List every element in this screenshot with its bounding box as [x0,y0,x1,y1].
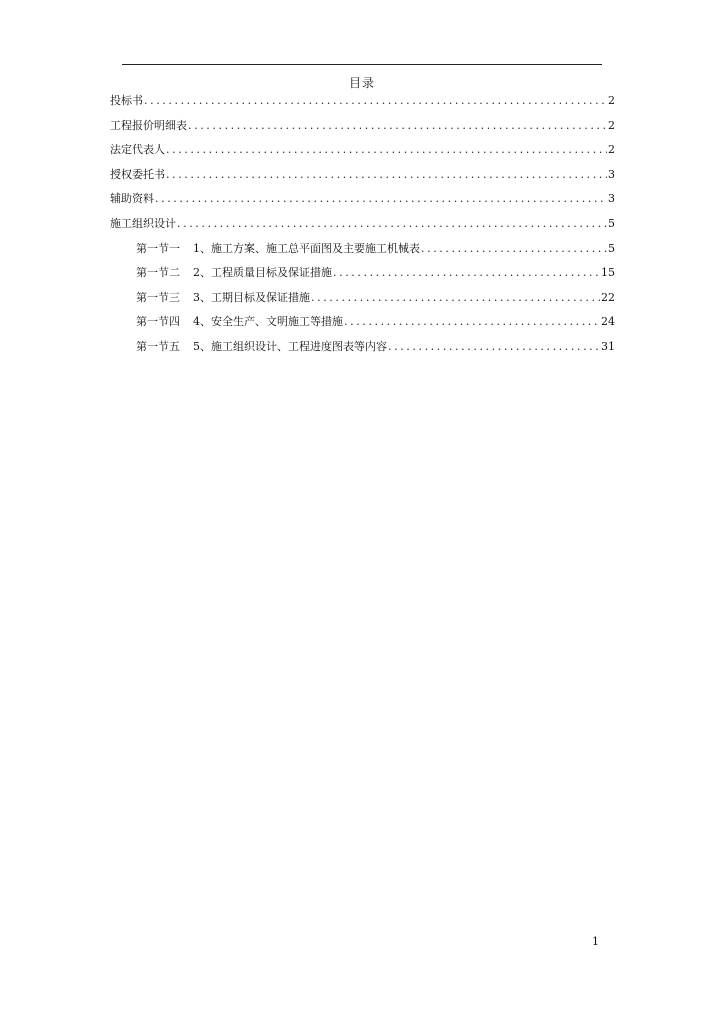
toc-entry-page: 31 [601,339,615,353]
toc-entry-title: 辅助资料 [110,192,154,206]
toc-entry-section: 第一节二 [136,266,180,280]
dot-leader [188,118,607,134]
dot-leader [155,191,607,207]
table-of-contents [110,93,615,364]
toc-entry-title: 法定代表人 [110,143,165,157]
toc-subentry[interactable] [110,339,615,364]
toc-entry-page: 24 [601,315,615,329]
dot-leader [388,339,600,355]
toc-entry-section: 第一节一 [136,241,180,255]
toc-entry-title: 施工组织设计 [110,216,176,230]
dot-leader [166,142,607,158]
toc-entry-page: 3 [608,167,615,181]
toc-entry[interactable] [110,216,615,241]
toc-entry[interactable] [110,118,615,143]
toc-entry-title: 4、安全生产、文明施工等措施 [193,315,343,329]
dot-leader [177,216,607,232]
toc-entry-title: 工程报价明细表 [110,118,187,132]
dot-leader [421,241,607,257]
toc-entry-title: 5、施工组织设计、工程进度图表等内容 [193,339,387,353]
toc-entry-page: 5 [608,241,615,255]
toc-subentry[interactable] [110,290,615,315]
toc-entry-title: 2、工程质量目标及保证措施 [193,266,332,280]
toc-entry-section: 第一节四 [136,315,180,329]
header-rule [122,64,602,65]
toc-entry-title: 投标书 [110,94,143,107]
dot-leader [144,93,607,109]
toc-entry-page: 2 [608,143,615,157]
toc-entry-section: 第一节三 [136,290,180,304]
toc-entry[interactable] [110,167,615,192]
toc-entry[interactable] [110,191,615,216]
toc-subentry[interactable] [110,314,615,339]
dot-leader [344,314,600,330]
dot-leader [166,167,607,183]
dot-leader [333,265,600,281]
toc-entry-page: 5 [608,216,615,230]
toc-entry[interactable] [110,142,615,167]
toc-subentry[interactable] [110,241,615,266]
toc-entry-title: 3、工期目标及保证措施 [193,290,310,304]
toc-entry-page: 2 [608,118,615,132]
toc-entry-page: 2 [608,94,615,107]
dot-leader [311,290,600,306]
toc-subentry[interactable] [110,265,615,290]
toc-entry-page: 15 [601,266,615,280]
toc-title: 目录 [348,76,375,90]
toc-entry-title: 1、施工方案、施工总平面图及主要施工机械表 [193,241,420,255]
toc-entry-page: 22 [601,290,615,304]
toc-entry[interactable] [110,93,615,118]
toc-entry-section: 第一节五 [136,339,180,353]
toc-entry-title: 授权委托书 [110,167,165,181]
toc-entry-page: 3 [608,192,615,206]
page-number: 1 [592,935,599,948]
